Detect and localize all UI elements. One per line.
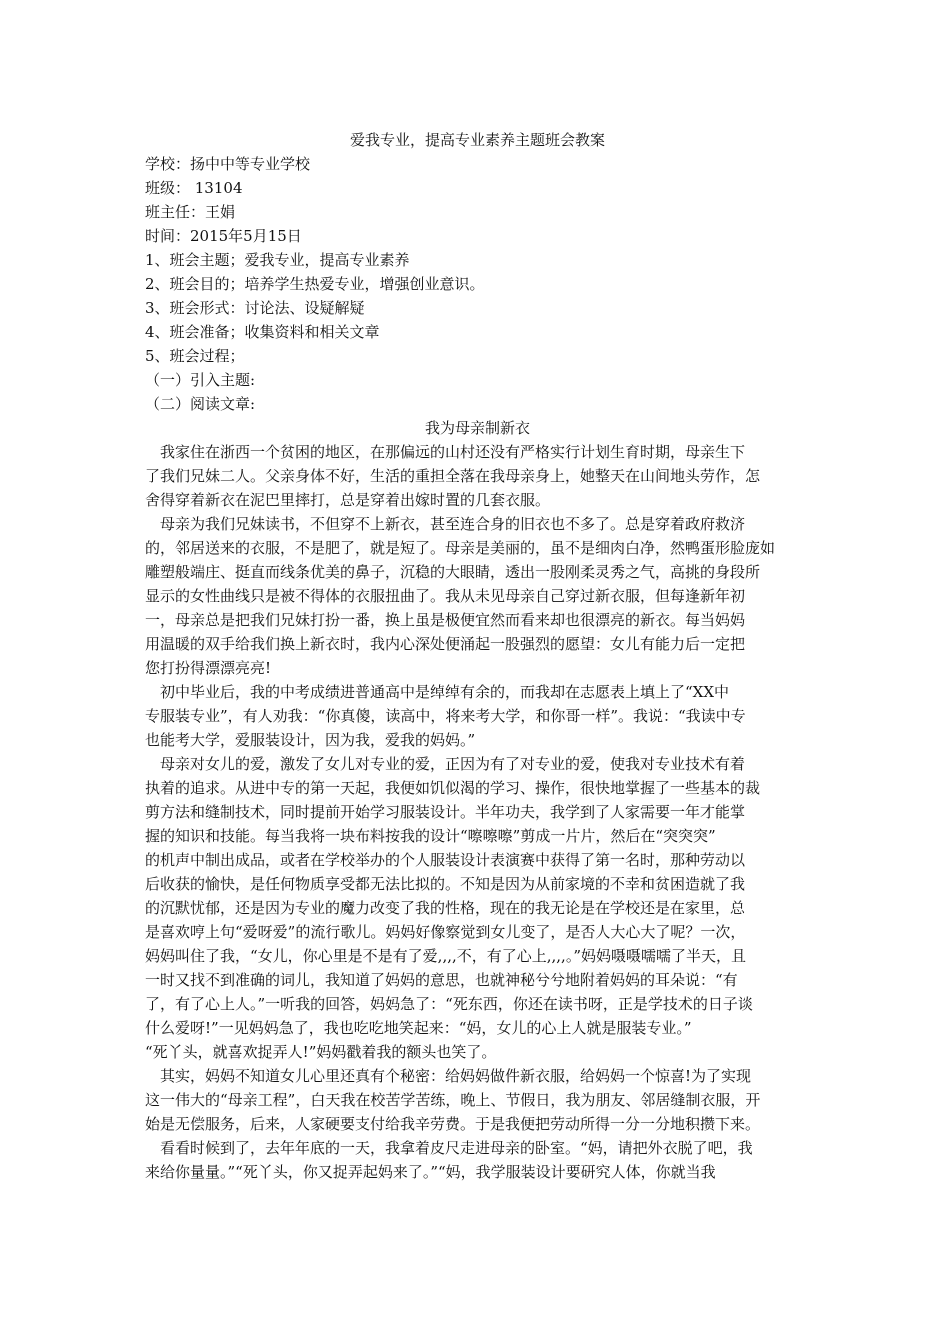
meta-line: （一）引入主题: <box>145 371 256 389</box>
body-line: 我家住在浙西一个贫困的地区，在那偏远的山村还没有严格实行计划生育时期，母亲生下 <box>145 443 746 461</box>
body-line: 来给你量量。”“死丫头，你又捉弄起妈来了。”“妈，我学服装设计要研究人体，你就当我 <box>145 1163 716 1181</box>
body-line: 用温暖的双手给我们换上新衣时，我内心深处便涌起一股强烈的愿望：女儿有能力后一定把 <box>145 635 746 653</box>
body-line: 是喜欢哼上句“爱呀爱”的流行歌儿。妈妈好像察觉到女儿变了，是否人大心大了呢？一次， <box>145 923 746 941</box>
meta-line: 学校：扬中中等专业学校 <box>145 155 311 173</box>
meta-line: 时间：2015年5月15日 <box>145 227 302 245</box>
body-line: 一，母亲总是把我们兄妹打扮一番，换上虽是极便宜然而看来却也很漂亮的新衣。每当妈妈 <box>145 611 746 629</box>
meta-line: 4、班会准备；收集资料和相关文章 <box>145 323 380 341</box>
body-line: 初中毕业后，我的中考成绩进普通高中是绰绰有余的，而我却在志愿表上填上了“XX中 <box>145 683 730 701</box>
meta-line: （二）阅读文章: <box>145 395 256 413</box>
body-line: 的，邻居送来的衣服，不是肥了，就是短了。母亲是美丽的，虽不是细肉白净，然鸭蛋形脸庞如 <box>145 539 776 557</box>
body-line: 握的知识和技能。每当我将一块布料按我的设计“嚓嚓嚓”剪成一片片，然后在“突突突” <box>145 827 716 845</box>
body-line: 雕塑般端庄、挺直而线条优美的鼻子，沉稳的大眼睛，透出一股刚柔灵秀之气，高挑的身段所 <box>145 563 761 581</box>
body-line: 显示的女性曲线只是被不得体的衣服扭曲了。我从未见母亲自己穿过新衣服，但每逢新年初 <box>145 587 746 605</box>
meta-line: 班级： 13104 <box>145 179 243 197</box>
meta-line: 班主任：王娟 <box>145 203 236 221</box>
body-line: 执着的追求。从进中专的第一天起，我便如饥似渴的学习、操作，很快地掌握了一些基本的裁 <box>145 779 761 797</box>
body-line: 您打扮得漂漂亮亮! <box>145 659 272 677</box>
body-line: 母亲对女儿的爱，激发了女儿对专业的爱，正因为有了对专业的爱，使我对专业技术有着 <box>145 755 746 773</box>
article-body <box>145 440 810 1184</box>
meta-line: 5、班会过程； <box>145 347 245 365</box>
body-line: 这一伟大的“母亲工程”，白天我在校苦学苦练，晚上、节假日，我为朋友、邻居缝制衣服，开 <box>145 1091 761 1109</box>
body-line: 母亲为我们兄妹读书，不但穿不上新衣，甚至连合身的旧衣也不多了。总是穿着政府救济 <box>145 515 746 533</box>
body-line: 其实，妈妈不知道女儿心里还真有个秘密：给妈妈做件新衣服，给妈妈一个惊喜!为了实现 <box>145 1067 752 1085</box>
body-line: 剪方法和缝制技术，同时提前开始学习服装设计。半年功夫，我学到了人家需要一年才能掌 <box>145 803 746 821</box>
body-line: 了我们兄妹二人。父亲身体不好，生活的重担全落在我母亲身上，她整天在山间地头劳作，怎 <box>145 467 761 485</box>
body-line: 后收获的愉快，是任何物质享受都无法比拟的。不知是因为从前家境的不幸和贫困造就了我 <box>145 875 746 893</box>
body-line: 的机声中制出成品，或者在学校举办的个人服装设计表演赛中获得了第一名时，那种劳动以 <box>145 851 746 869</box>
body-line: 了，有了心上人。”一听我的回答，妈妈急了：“死东西，你还在读书呀，正是学技术的日子谈 <box>145 995 753 1013</box>
body-line: 什么爱呀!”一见妈妈急了，我也吃吃地笑起来：“妈，女儿的心上人就是服装专业。” <box>145 1019 692 1037</box>
body-line: “死丫头，就喜欢捉弄人!”妈妈戳着我的额头也笑了。 <box>145 1043 497 1061</box>
body-line: 妈妈叫住了我，“女儿，你心里是不是有了爱,,,,不，有了心上,,,,。”妈妈嗫嗫嚅嚅了半天，且 <box>145 947 746 965</box>
body-line: 一时又找不到准确的词儿，我知道了妈妈的意思，也就神秘兮兮地附着妈妈的耳朵说：“有 <box>145 971 738 989</box>
meta-line: 2、班会目的；培养学生热爱专业，增强创业意识。 <box>145 275 485 293</box>
document-page <box>145 128 810 1184</box>
body-line: 始是无偿服务，后来，人家硬要支付给我辛劳费。于是我便把劳动所得一分一分地积攒下来。 <box>145 1115 761 1133</box>
document-title: 爱我专业，提高专业素养主题班会教案 <box>349 131 605 149</box>
body-line: 看看时候到了，去年年底的一天，我拿着皮尺走进母亲的卧室。“妈，请把外衣脱了吧，我 <box>145 1139 753 1157</box>
body-line: 的沉默忧郁，还是因为专业的魔力改变了我的性格，现在的我无论是在学校还是在家里，总 <box>145 899 746 917</box>
meta-line: 3、班会形式：讨论法、设疑解疑 <box>145 299 365 317</box>
meta-line: 1、班会主题；爱我专业，提高专业素养 <box>145 251 410 269</box>
body-line: 舍得穿着新衣在泥巴里摔打，总是穿着出嫁时置的几套衣服。 <box>145 491 551 509</box>
body-line: 也能考大学，爱服装设计，因为我，爱我的妈妈。” <box>145 731 476 749</box>
body-line: 专服装专业”，有人劝我：“你真傻，读高中，将来考大学，和你哥一样”。我说：“我读中专 <box>145 707 746 725</box>
article-title: 我为母亲制新衣 <box>424 419 530 437</box>
document-meta <box>145 152 810 416</box>
